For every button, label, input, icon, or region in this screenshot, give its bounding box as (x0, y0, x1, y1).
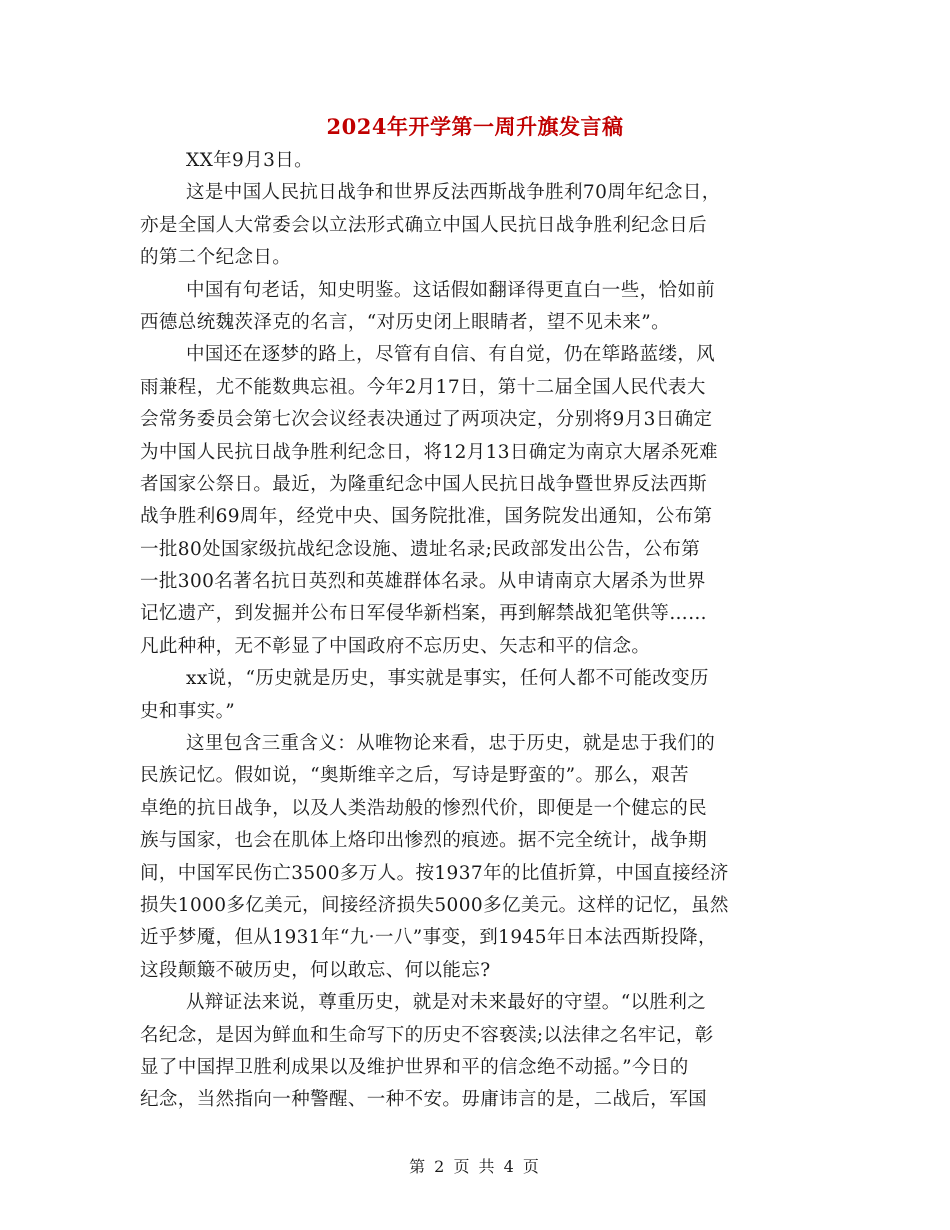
text-line: xx说，“历史就是历史，事实就是事实，任何人都不可能改变历 (186, 668, 709, 690)
text-line: 史和事实。” (140, 700, 236, 722)
text-line: 间，中国军民伤亡3500多万人。按1937年的比值折算，中国直接经济 (140, 862, 729, 884)
text-line: 亦是全国人大常委会以立法形式确立中国人民抗日战争胜利纪念日后 (140, 214, 708, 236)
text-line: 显了中国捍卫胜利成果以及维护世界和平的信念绝不动摇。”今日的 (140, 1056, 689, 1078)
text-line: 近乎梦魇，但从1931年“九·一八”事变，到1945年日本法西斯投降， (140, 927, 717, 949)
text-line: 族与国家，也会在肌体上烙印出惨烈的痕迹。据不完全统计，战争期 (140, 830, 708, 852)
text-line: 民族记忆。假如说，“奥斯维辛之后，写诗是野蛮的”。那么，艰苦 (140, 765, 689, 787)
text-line: 为中国人民抗日战争胜利纪念日，将12月13日确定为南京大屠杀死难 (140, 441, 718, 463)
text-line: 西德总统魏茨泽克的名言，“对历史闭上眼睛者，望不见未来”。 (140, 311, 671, 333)
text-line: 名纪念，是因为鲜血和生命写下的历史不容亵渎;以法律之名牢记，彰 (140, 1024, 714, 1046)
text-line: 雨兼程，尤不能数典忘祖。今年2月17日，第十二届全国人民代表大 (140, 376, 706, 398)
text-line: 中国有句老话，知史明鉴。这话假如翻译得更直白一些，恰如前 (186, 279, 716, 301)
text-line: 这是中国人民抗日战争和世界反法西斯战争胜利70周年纪念日， (186, 182, 721, 204)
page-title: 2024年开学第一周升旗发言稿 (326, 114, 624, 139)
text-line: 者国家公祭日。最近，为隆重纪念中国人民抗日战争暨世界反法西斯 (140, 473, 708, 495)
text-line: 纪念，当然指向一种警醒、一种不安。毋庸讳言的是，二战后，军国 (140, 1089, 708, 1111)
text-line: 中国还在逐梦的路上，尽管有自信、有自觉，仍在筚路蓝缕，风 (186, 344, 716, 366)
text-line: 这里包含三重含义：从唯物论来看，忠于历史，就是忠于我们的 (186, 733, 716, 755)
text-line: 记忆遗产，到发掘并公布日军侵华新档案，再到解禁战犯笔供等…… (140, 603, 708, 625)
text-line: 的第二个纪念日。 (140, 247, 292, 269)
text-line: 从辩证法来说，尊重历史，就是对未来最好的守望。“以胜利之 (186, 992, 707, 1014)
text-line: XX年9月3日。 (186, 150, 314, 171)
text-line: 凡此种种，无不彰显了中国政府不忘历史、矢志和平的信念。 (140, 635, 651, 657)
text-line: 会常务委员会第七次会议经表决通过了两项决定，分别将9月3日确定 (140, 409, 713, 431)
text-line: 损失1000多亿美元，间接经济损失5000多亿美元。这样的记忆，虽然 (140, 894, 729, 916)
page-number-footer: 第 2 页 共 4 页 (409, 1157, 541, 1176)
text-line: 卓绝的抗日战争，以及人类浩劫般的惨烈代价，即便是一个健忘的民 (140, 797, 708, 819)
document-body (140, 145, 810, 1117)
text-line: 一批80处国家级抗战纪念设施、遗址名录;民政部发出公告，公布第 (140, 538, 701, 560)
text-line: 这段颠簸不破历史，何以敢忘、何以能忘? (140, 959, 491, 981)
text-line: 一批300名著名抗日英烈和英雄群体名录。从申请南京大屠杀为世界 (140, 571, 706, 593)
text-line: 战争胜利69周年，经党中央、国务院批准，国务院发出通知，公布第 (140, 506, 713, 528)
